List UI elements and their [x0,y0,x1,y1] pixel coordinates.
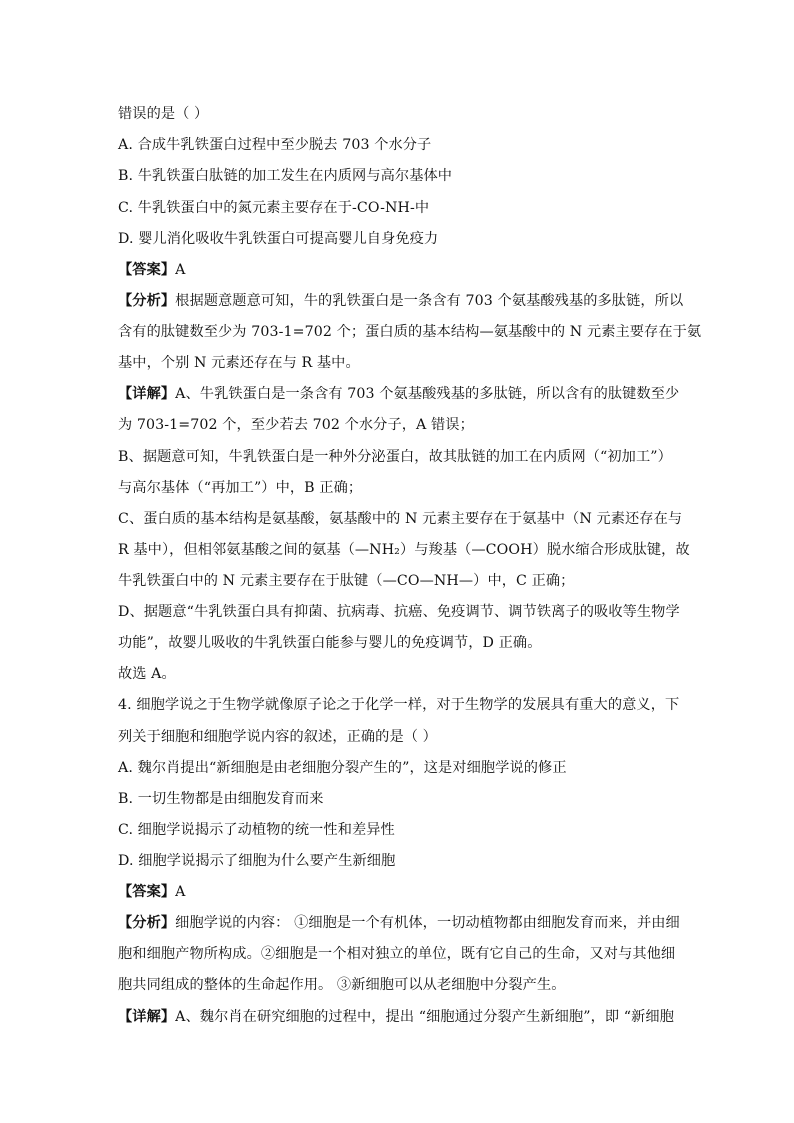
detail-line: R 基中），但相邻氨基酸之间的氨基（—NH₂）与羧基（—COOH）脱水缩合形成肽键，故 [118,542,690,558]
detail-line: 与高尔基体（“再加工”）中，B 正确； [118,480,363,496]
detail-line: 功能”，故婴儿吸收的牛乳铁蛋白能参与婴儿的免疫调节，D 正确。 [118,635,542,651]
option-c: C. 牛乳铁蛋白中的氮元素主要存在于-CO-NH-中 [118,200,430,216]
detail-line: 为 703-1=702 个，至少若去 702 个水分子，A 错误； [118,417,474,433]
answer-tag: 【答案】 [118,884,176,900]
detail-line [118,384,678,404]
detail-line: B、据题意可知，牛乳铁蛋白是一种外分泌蛋白，故其肽链的加工在内质网（“初加工”） [118,449,672,465]
analysis-line: 胞共同组成的整体的生命起作用。 ③新细胞可以从老细胞中分裂产生。 [118,977,566,993]
detail-tag: 【详解】 [118,386,176,402]
analysis-tag: 【分析】 [118,915,176,931]
question-stem: 4. 细胞学说之于生物学就像原子论之于化学一样，对于生物学的发展具有重大的意义，下 [118,697,680,713]
detail-text: A、牛乳铁蛋白是一条含有 703 个氨基酸残基的多肽链，所以含有的肽键数至少 [175,386,680,402]
analysis-line: 基中，个别 N 元素还存在与 R 基中。 [118,355,360,371]
question-stem: 列关于细胞和细胞学说内容的叙述，正确的是（ ） [118,729,437,745]
answer-tag: 【答案】 [118,262,176,278]
analysis-line: 胞和细胞产物所构成。②细胞是一个相对独立的单位，既有它自己的生命，又对与其他细 [118,946,676,962]
detail-text: A、魏尔肖在研究细胞的过程中，提出 “细胞通过分裂产生新细胞”，即 “新细胞 [175,1009,674,1025]
question-stem-tail: 错误的是（ ） [118,106,209,122]
analysis-text: 根据题意题意可知，牛的乳铁蛋白是一条含有 703 个氨基酸残基的多肽链，所以 [175,293,684,309]
analysis-line [118,291,684,311]
analysis-tag: 【分析】 [118,293,176,309]
answer-line [118,882,678,902]
detail-line: C、蛋白质的基本结构是氨基酸，氨基酸中的 N 元素主要存在于氨基中（N 元素还存在与 [118,511,683,527]
answer-line [118,260,678,280]
answer-value: A [175,884,186,900]
option-b: B. 牛乳铁蛋白肽链的加工发生在内质网与高尔基体中 [118,168,453,184]
conclusion-line: 故选 A。 [118,666,176,682]
detail-line: D、据题意“牛乳铁蛋白具有抑菌、抗病毒、抗癌、免疫调节、调节铁离子的吸收等生物学 [118,604,680,620]
option-a: A. 合成牛乳铁蛋白过程中至少脱去 703 个水分子 [118,137,432,153]
option-d: D. 婴儿消化吸收牛乳铁蛋白可提高婴儿自身免疫力 [118,231,439,247]
analysis-line [118,913,678,933]
answer-value: A [175,262,186,278]
detail-tag: 【详解】 [118,1009,176,1025]
option-b: B. 一切生物都是由细胞发育而来 [118,791,324,807]
option-c: C. 细胞学说揭示了动植物的统一性和差异性 [118,822,395,838]
detail-line [118,1007,678,1027]
option-d: D. 细胞学说揭示了细胞为什么要产生新细胞 [118,853,396,869]
option-a: A. 魏尔肖提出“新细胞是由老细胞分裂产生的”，这是对细胞学说的修正 [118,760,567,776]
analysis-text: 细胞学说的内容： ①细胞是一个有机体，一切动植物都由细胞发育而来，并由细 [175,915,680,931]
detail-line: 牛乳铁蛋白中的 N 元素主要存在于肽键（—CO—NH—）中，C 正确； [118,573,575,589]
analysis-line: 含有的肽键数至少为 703-1=702 个；蛋白质的基本结构—氨基酸中的 N 元素主要存在于氨 [118,324,702,340]
